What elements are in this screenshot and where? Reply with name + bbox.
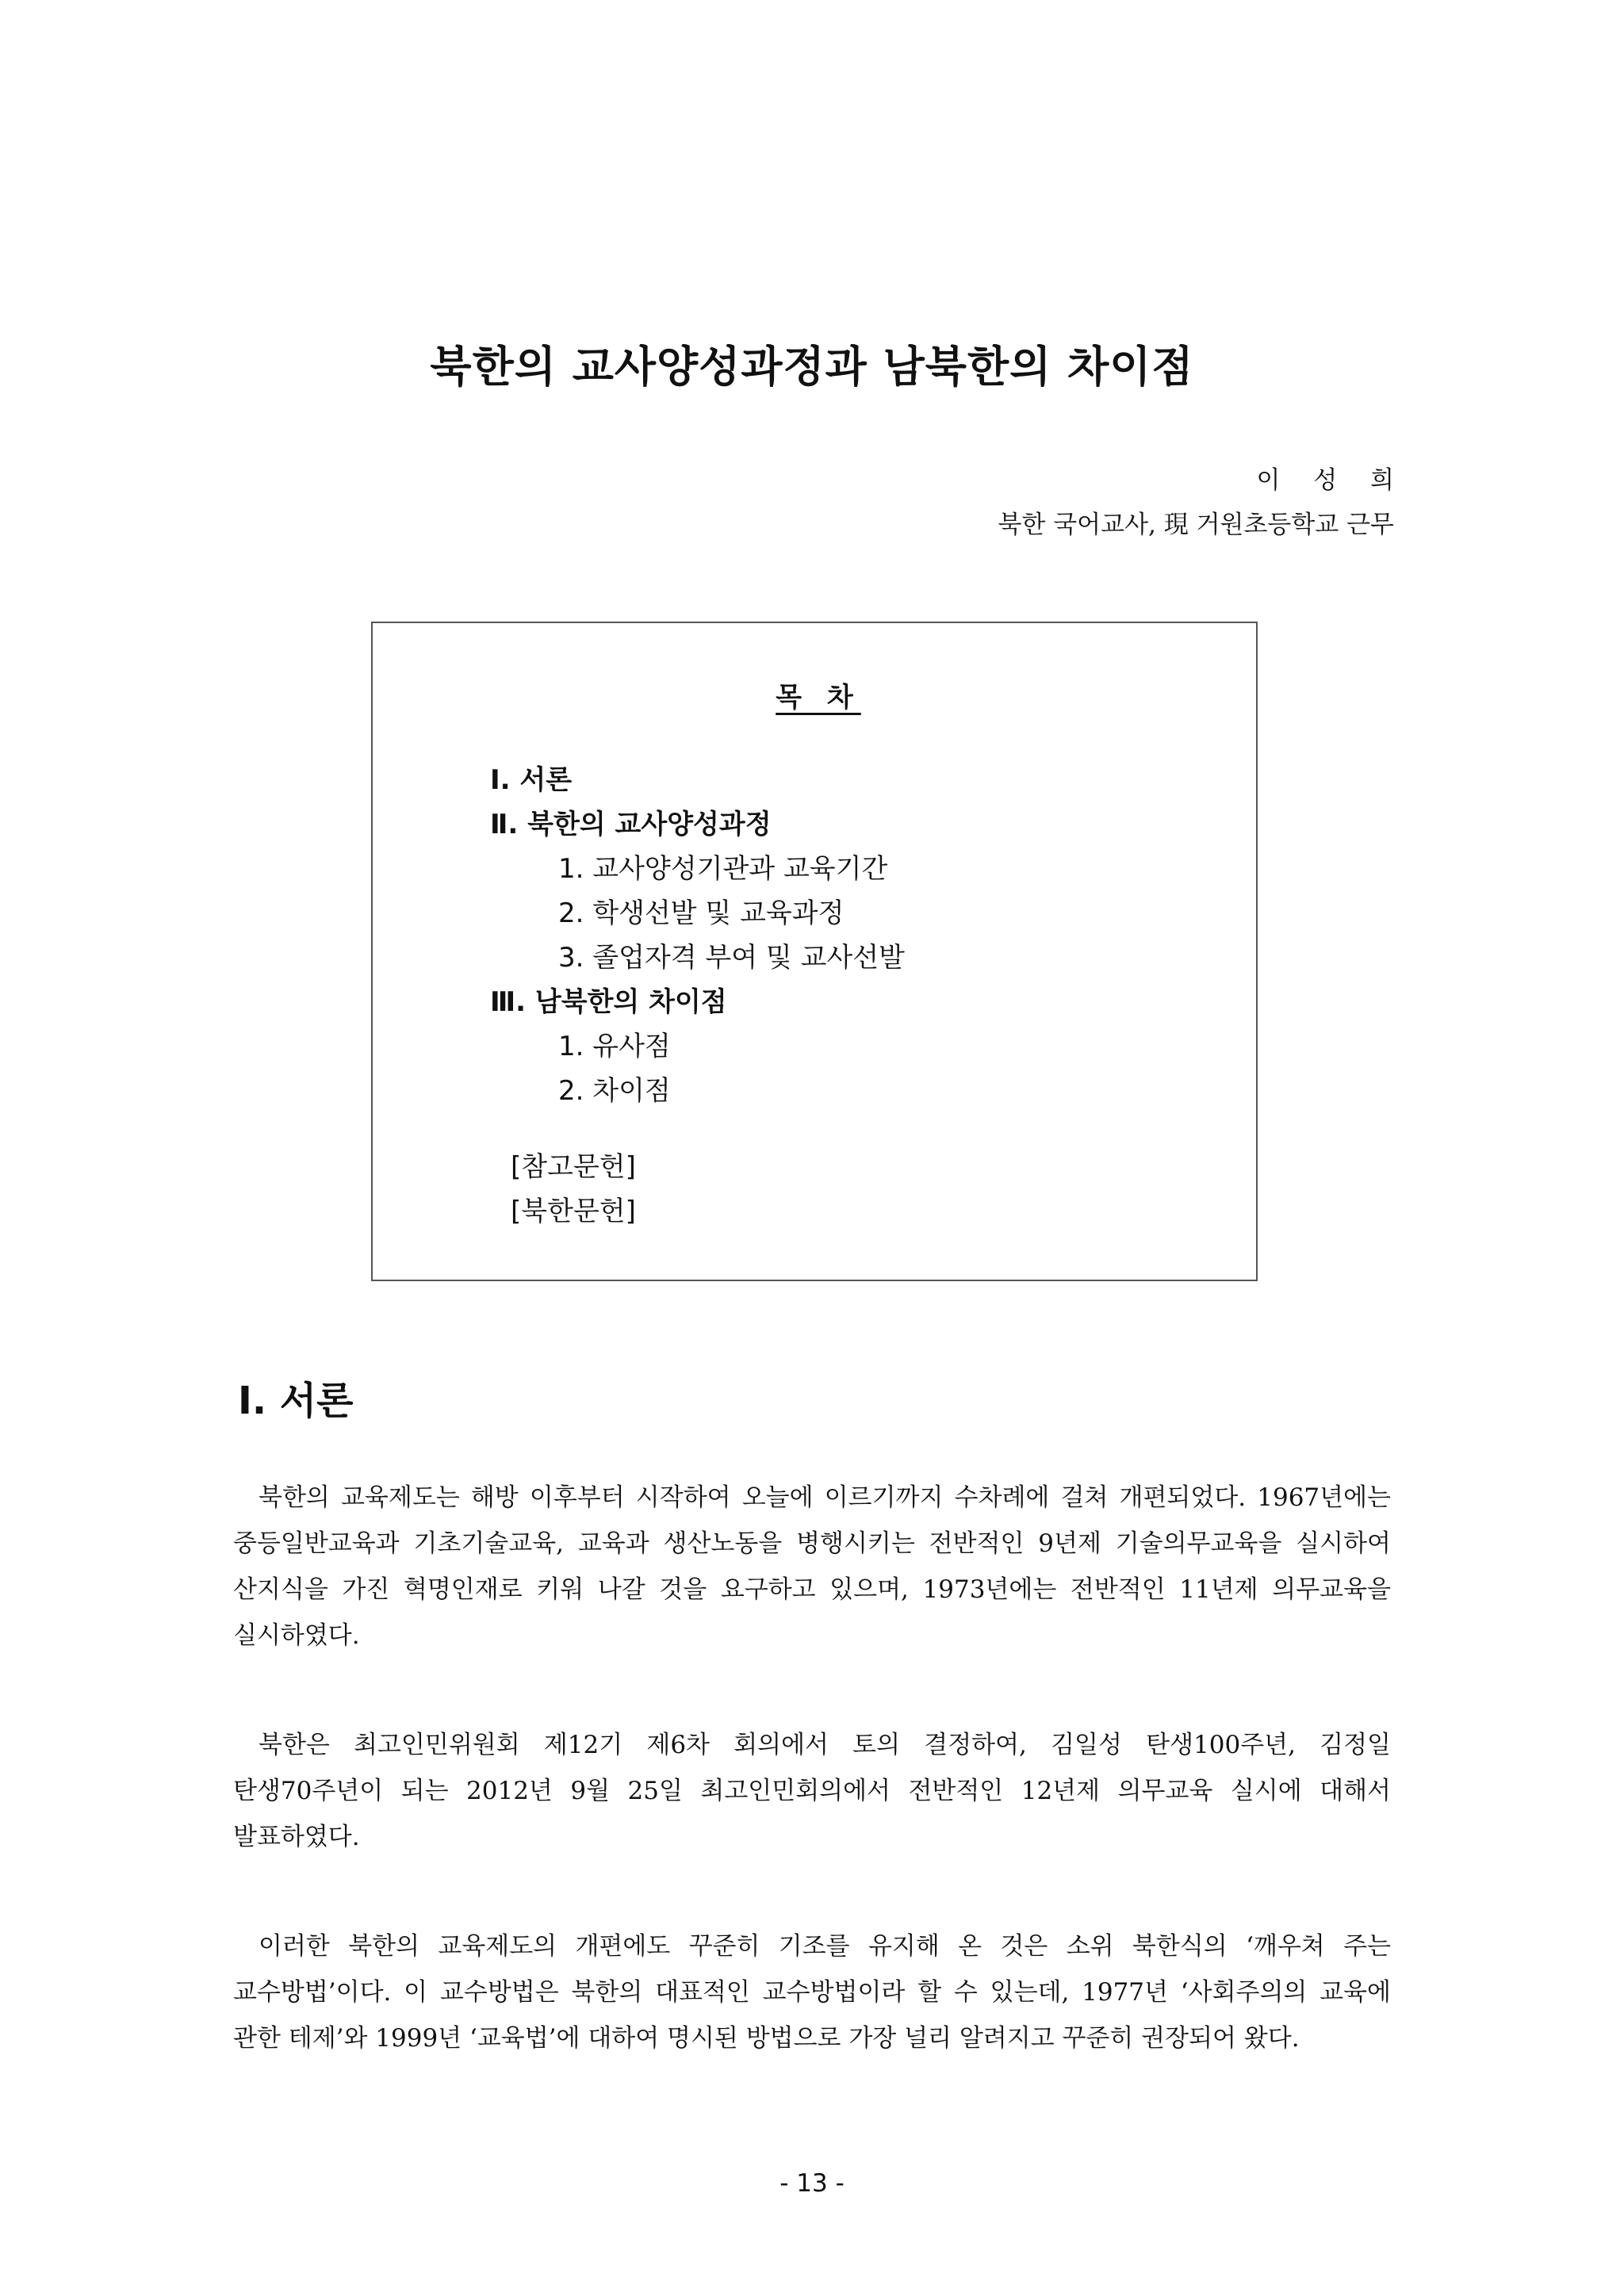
- toc-list: [490, 758, 905, 1234]
- paragraph: 북한은 최고인민위원회 제12기 제6차 회의에서 토의 결정하여, 김일성 탄생100주년, 김정일 탄생70주년이 되는 2012년 9월 25일 최고인민회의에서 전반적인 12년제 의무교육 실시에 대해서 발표하였다.: [233, 1731, 1391, 1851]
- table-of-contents: [371, 622, 1258, 1281]
- author-block: [998, 458, 1407, 547]
- page-number: - 13 -: [779, 2169, 845, 2198]
- toc-entry-references: [참고문헌]: [511, 1151, 636, 1183]
- section-heading: Ⅰ. 서론: [238, 1379, 354, 1423]
- toc-entry-graduation: 3. 졸업자격 부여 및 교사선발: [558, 942, 905, 974]
- toc-entry-difference-points: 2. 차이점: [558, 1075, 671, 1107]
- document-title: 북한의 교사양성과정과 남북한의 차이점: [430, 342, 1194, 392]
- toc-entry-differences: Ⅲ. 남북한의 차이점: [490, 986, 727, 1018]
- toc-entry-institutions: 1. 교사양성기관과 교육기간: [558, 853, 888, 885]
- toc-entry-introduction: Ⅰ. 서론: [490, 764, 573, 796]
- paragraph: 이러한 북한의 교육제도의 개편에도 꾸준히 기조를 유지해 온 것은 소위 북한식의 ‘깨우쳐 주는 교수방법’이다. 이 교수방법은 북한의 대표적인 교수방법이라 할 수 있는데, 1977년 ‘사회주의의 교육에 관한 테제’와 1999년 ‘교육법’에 대하여 명시된 방법으로 가장 널리 알려지고 꾸준히 권장되어 왔다.: [233, 1932, 1391, 2053]
- toc-entry-nk-references: [북한문헌]: [511, 1196, 636, 1227]
- toc-title: 목 차: [776, 682, 861, 714]
- author-affiliation: 북한 국어교사, 現 거원초등학교 근무: [998, 511, 1394, 539]
- author-name: 이 성 희: [1256, 466, 1407, 495]
- body-text: [233, 1475, 1391, 2125]
- paragraph: 북한의 교육제도는 해방 이후부터 시작하여 오늘에 이르기까지 수차례에 걸쳐 개편되었다. 1967년에는 중등일반교육과 기초기술교육, 교육과 생산노동을 병행시키는 전반적인 9년제 기술의무교육을 실시하여 산지식을 가진 혁명인재로 키워 나갈 것을 요구하고 있으며, 1973년에는 전반적인 11년제 의무교육을 실시하였다.: [233, 1483, 1391, 1650]
- toc-entry-teacher-training: Ⅱ. 북한의 교사양성과정: [490, 809, 772, 840]
- toc-entry-similarities: 1. 유사점: [558, 1031, 671, 1062]
- toc-entry-student-selection: 2. 학생선발 및 교육과정: [558, 897, 845, 929]
